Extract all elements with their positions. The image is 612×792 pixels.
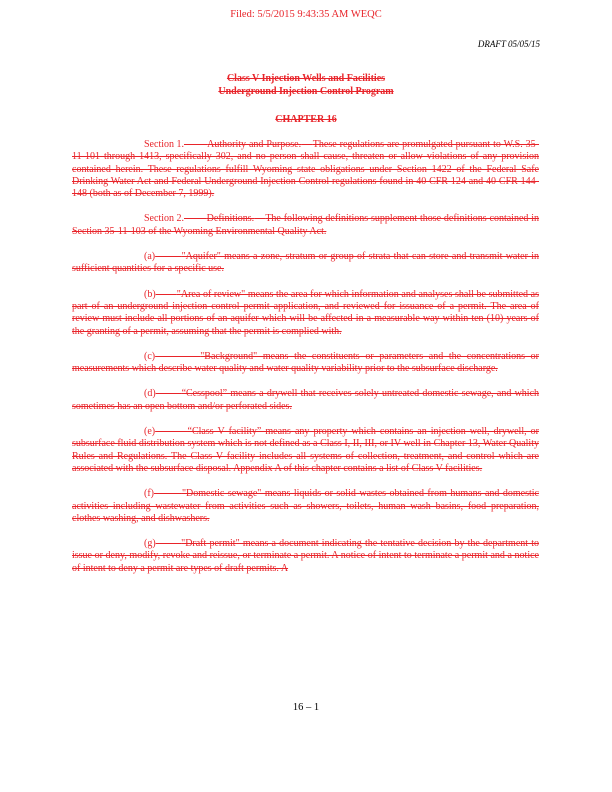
section-text: These regulations are promulgated pursuant to W.S. 35-11-101 through 1413, specifically 302, and no person shall cause, threaten or allow violations of any provision contained herein. These regulations fulfill Wyoming state obligations under Section 1422 of the Federal Safe Drinking Water Act and Federal Underground Injection Control regulations found in 40 CFR 124 and 40 CFR 144-148 (both as of December 7, 1999).	[72, 139, 540, 200]
definition-text: "Domestic sewage" means liquids or solid wastes obtained from humans and domestic activities including wastewater from activities such as showers, toilets, human wash basins, food preparation, clothes washing, and dishwashers.	[72, 488, 539, 524]
definition-a	[72, 251, 539, 276]
definition-text: “Class V facility” means any property which contains an injection well, drywell, or subsurface fluid distribution system which is not defined as a Class I, II, III, or IV well in Chapter 13, Water Quality Rules and Regulations. The Class V facility includes all systems of collection, treatment, and control which are associated with the subsurface disposal. Appendix A of this chapter contains a list of Class V facilities.	[72, 426, 539, 474]
definition-text: "Aquifer" means a zone, stratum or group of strata that can store and transmit water in sufficient quantities for a specific use.	[72, 251, 540, 275]
definition-e	[72, 426, 539, 475]
title-line-2: Underground Injection Control Program	[218, 85, 394, 97]
definition-label: (f)	[144, 488, 154, 500]
definition-label: (d)	[144, 388, 156, 400]
section-label: Section 1.	[144, 139, 184, 150]
definition-label: (e)	[144, 426, 156, 438]
definition-d	[72, 388, 539, 413]
chapter-heading: CHAPTER 16	[275, 114, 337, 125]
section-label: Section 2.	[144, 213, 184, 225]
definition-f	[72, 488, 539, 525]
definition-label: (g)	[144, 538, 156, 550]
page-number: 16 – 1	[292, 702, 320, 713]
definition-text: "Background" means the constituents or parameters and the concentrations or measurements which describe water quality and water quality variability prior to the subsurface discharge.	[72, 350, 539, 375]
definition-label: (b)	[144, 288, 156, 300]
section-heading: Definitions.	[206, 213, 255, 225]
definition-c	[72, 351, 539, 376]
filed-stamp: Filed: 5/5/2015 9:43:35 AM WEQC	[230, 9, 382, 20]
definition-b	[72, 289, 539, 338]
definition-g	[72, 538, 539, 575]
draft-date: DRAFT 05/05/15	[477, 39, 540, 49]
document-body	[72, 139, 539, 588]
definition-text: "Draft permit" means a document indicating the tentative decision by the department to issue or deny, modify, revoke and reissue, or terminate a permit. A notice of intent to terminate a permit and a notice of intent to deny a permit are types of draft permits. A	[72, 538, 539, 574]
definition-text: "Area of review" means the area for which information and analyses shall be submitted as part of an underground injection control permit application, and reviewed for issuance of a permit. The area of review must include all portions of an aquifer which will be affected in a measurable way within ten (10) years of the granting of a permit, assuming that the permit is complied with.	[72, 288, 540, 337]
definition-text: “Cesspool” means a drywell that receives solely untreated domestic sewage, and which sometimes has an open bottom and/or perforated sides.	[72, 388, 540, 412]
document-title	[0, 73, 612, 98]
definition-label: (c)	[144, 350, 156, 362]
title-line-1: Class V Injection Wells and Facilities	[226, 73, 386, 84]
definition-label: (a)	[144, 251, 156, 263]
section-2	[72, 213, 539, 238]
section-heading: Authority and Purpose.	[207, 139, 302, 150]
section-text: The following definitions supplement those definitions contained in Section 35-11-103 of the Wyoming Environmental Quality Act.	[72, 213, 540, 237]
section-1	[72, 139, 539, 200]
